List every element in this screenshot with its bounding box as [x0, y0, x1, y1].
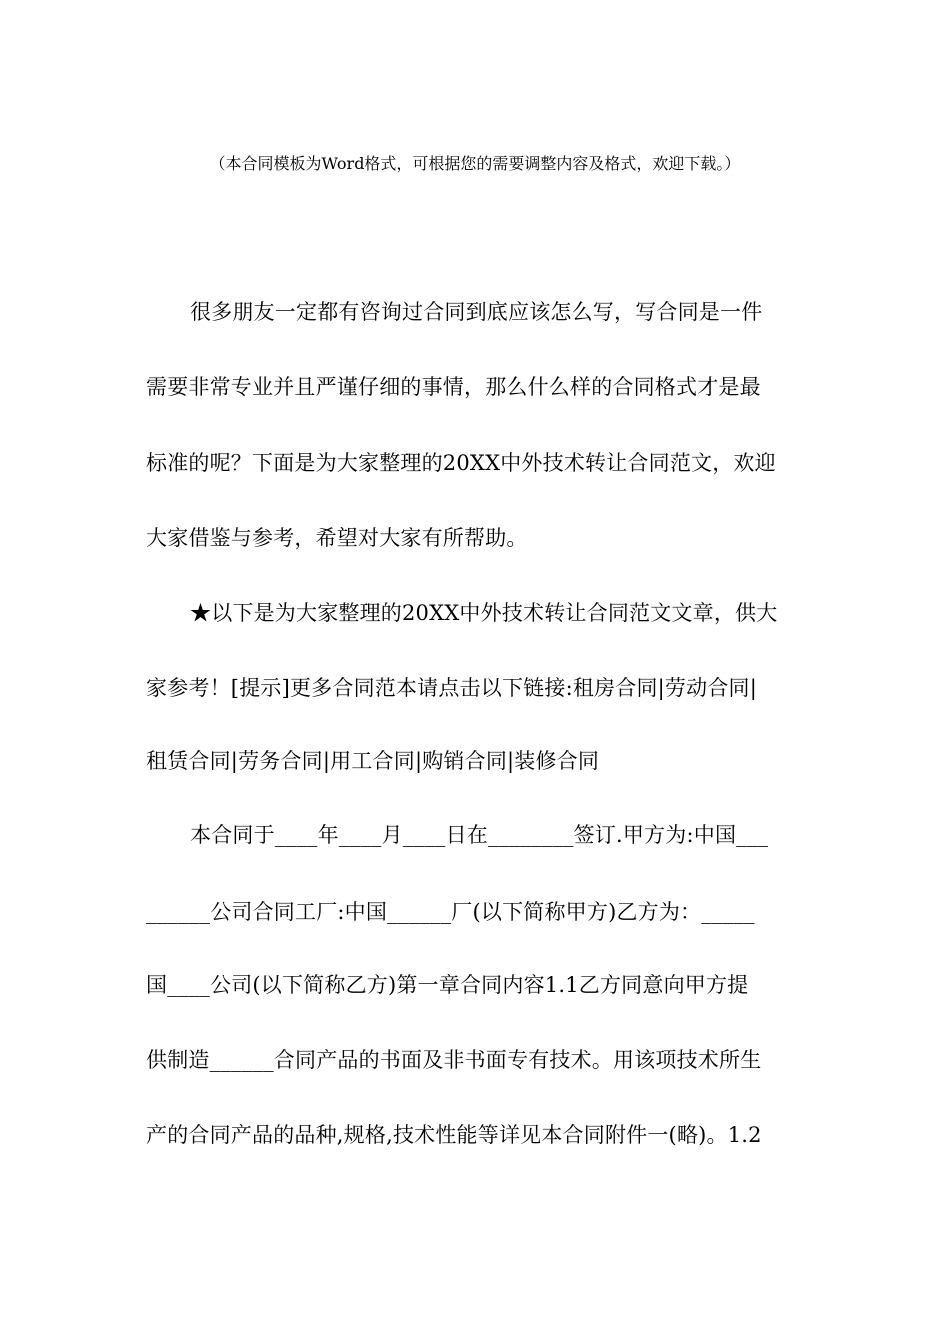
template-note: （本合同模板为Word格式，可根据您的需要调整内容及格式，欢迎下载。）	[209, 154, 741, 173]
paragraph-line: 很多朋友一定都有咨询过合同到底应该怎么写，写合同是一件	[190, 300, 763, 324]
paragraph-line: 租赁合同|劳务合同|用工合同|购销合同|装修合同	[146, 749, 600, 773]
paragraph-line: ______公司合同工厂:中国______厂(以下简称甲方)乙方为：_____	[146, 900, 755, 924]
paragraph-line: 产的合同产品的品种,规格,技术性能等详见本合同附件一(略)。1.2	[146, 1123, 762, 1147]
paragraph-line: 国____公司(以下简称乙方)第一章合同内容1.1乙方同意向甲方提	[146, 973, 749, 997]
paragraph-line: 需要非常专业并且严谨仔细的事情，那么什么样的合同格式才是最	[146, 375, 761, 399]
paragraph-line: 供制造______合同产品的书面及非书面专有技术。用该项技术所生	[146, 1048, 762, 1072]
paragraph-line: 大家借鉴与参考，希望对大家有所帮助。	[146, 526, 528, 550]
paragraph-line: 本合同于____年____月____日在________签订.甲方为:中国___	[190, 823, 769, 847]
paragraph-line: 家参考！[提示]更多合同范本请点击以下链接:租房合同|劳动合同|	[146, 676, 758, 700]
paragraph-line: ★以下是为大家整理的20XX中外技术转让合同范文文章，供大	[190, 601, 778, 625]
paragraph-line: 标准的呢？下面是为大家整理的20XX中外技术转让合同范文，欢迎	[146, 451, 776, 475]
